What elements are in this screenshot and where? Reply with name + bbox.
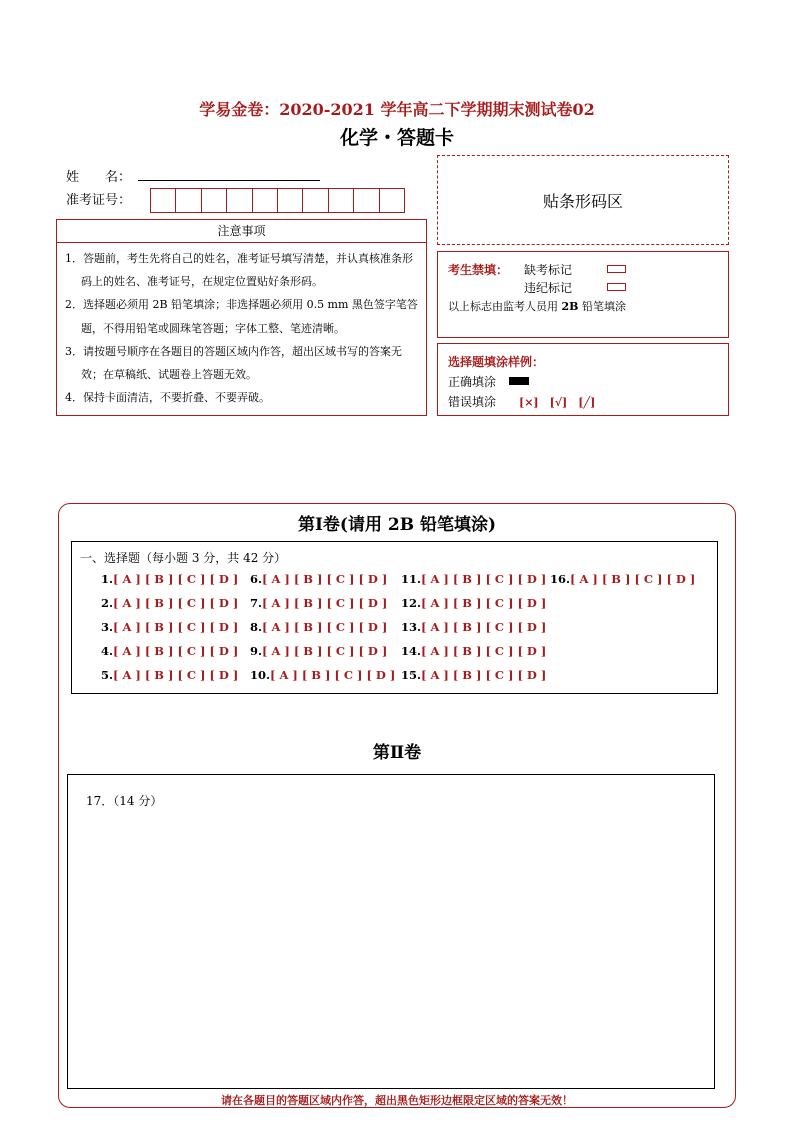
absent-mark-box[interactable] <box>607 265 626 273</box>
q17-answer-area[interactable] <box>67 774 715 1089</box>
mcq-question-6[interactable] <box>250 572 387 586</box>
answer-options[interactable]: [ A ] [ B ] [ C ] [ D ] <box>113 620 239 634</box>
mcq-question-10[interactable] <box>250 668 395 682</box>
question-number: 4. <box>101 644 114 658</box>
exam-id-boxes[interactable] <box>151 188 405 213</box>
answer-options[interactable]: [ A ] [ B ] [ C ] [ D ] <box>262 644 388 658</box>
violation-mark-label: 违纪标记 <box>524 281 573 295</box>
wrong-fill-label: 错误填涂 <box>448 395 497 409</box>
question-number: 15. <box>401 668 422 682</box>
answer-options[interactable]: [ A ] [ B ] [ C ] [ D ] <box>421 572 547 586</box>
forbidden-label: 考生禁填： <box>448 263 509 277</box>
question-number: 12. <box>401 596 422 610</box>
mcq-question-5[interactable] <box>101 668 238 682</box>
id-digit-box[interactable] <box>302 188 328 213</box>
answer-options[interactable]: [ A ] [ B ] [ C ] [ D ] <box>113 596 239 610</box>
fill-sample-box <box>437 343 729 416</box>
q17-label: 17．（14 分） <box>86 794 163 808</box>
mcq-question-14[interactable] <box>401 644 546 658</box>
answer-card-subtitle: 化学・答题卡 <box>339 127 454 149</box>
id-digit-box[interactable] <box>277 188 303 213</box>
mcq-question-8[interactable] <box>250 620 387 634</box>
part2-title: 第Ⅱ卷 <box>372 743 422 763</box>
id-digit-box[interactable] <box>328 188 354 213</box>
barcode-label: 贴条形码区 <box>542 191 623 211</box>
mcq-question-2[interactable] <box>101 596 238 610</box>
id-digit-box[interactable] <box>379 188 405 213</box>
answer-options[interactable]: [ A ] [ B ] [ C ] [ D ] <box>270 668 396 682</box>
notice-box <box>56 242 427 416</box>
mcq-question-3[interactable] <box>101 620 238 634</box>
proctor-note: 以上标志由监考人员用 2B 铅笔填涂 <box>448 300 626 313</box>
id-digit-box[interactable] <box>201 188 227 213</box>
footer-warning: 请在各题目的答题区域内作答，超出黑色矩形边框限定区域的答案无效！ <box>221 1094 573 1107</box>
sample-title: 选择题填涂样例： <box>448 355 545 369</box>
notice-item-4: 4．保持卡面清洁，不要折叠、不要弄破。 <box>65 391 270 405</box>
notice-item-2: 2．选择题必须用 2B 铅笔填涂；非选择题必须用 0.5 mm 黑色签字笔答题，不得用铅笔或圆珠笔答题；字体工整、笔迹清晰。 <box>65 298 418 335</box>
id-digit-box[interactable] <box>252 188 278 213</box>
question-number: 11. <box>401 572 422 586</box>
question-number: 10. <box>250 668 271 682</box>
answer-options[interactable]: [ A ] [ B ] [ C ] [ D ] <box>113 644 239 658</box>
id-digit-box[interactable] <box>353 188 379 213</box>
answer-options[interactable]: [ A ] [ B ] [ C ] [ D ] <box>421 596 547 610</box>
mcq-question-15[interactable] <box>401 668 546 682</box>
question-number: 5. <box>101 668 114 682</box>
notice-item-3: 3．请按题号顺序在各题目的答题区域内作答，超出区域书写的答案无效；在草稿纸、试题卷上答题无效。 <box>65 344 402 382</box>
mcq-question-1[interactable] <box>101 572 238 586</box>
proctor-only-box <box>437 251 729 338</box>
name-input-line[interactable] <box>138 180 320 181</box>
answer-options[interactable]: [ A ] [ B ] [ C ] [ D ] <box>421 668 547 682</box>
violation-mark-box[interactable] <box>607 283 626 291</box>
answer-options[interactable]: [ A ] [ B ] [ C ] [ D ] <box>570 572 696 586</box>
mcq-question-12[interactable] <box>401 596 546 610</box>
question-number: 16. <box>550 572 571 586</box>
name-label: 姓 名： <box>66 170 132 185</box>
exam-title: 学易金卷：2020-2021 学年高二下学期期末测试卷02 <box>199 100 595 119</box>
mcq-question-4[interactable] <box>101 644 238 658</box>
mcq-question-7[interactable] <box>250 596 387 610</box>
mcq-question-9[interactable] <box>250 644 387 658</box>
question-number: 3. <box>101 620 114 634</box>
id-digit-box[interactable] <box>150 188 176 213</box>
question-number: 9. <box>250 644 263 658</box>
question-number: 8. <box>250 620 263 634</box>
correct-fill-sample <box>509 377 529 385</box>
mcq-question-13[interactable] <box>401 620 546 634</box>
mcq-question-11[interactable] <box>401 572 546 586</box>
answer-options[interactable]: [ A ] [ B ] [ C ] [ D ] <box>262 572 388 586</box>
answer-options[interactable]: [ A ] [ B ] [ C ] [ D ] <box>113 572 239 586</box>
id-label: 准考证号： <box>66 193 132 208</box>
answer-options[interactable]: [ A ] [ B ] [ C ] [ D ] <box>262 620 388 634</box>
answer-options[interactable]: [ A ] [ B ] [ C ] [ D ] <box>421 620 547 634</box>
question-number: 6. <box>250 572 263 586</box>
question-number: 1. <box>101 572 114 586</box>
notice-title: 注意事项 <box>56 219 427 243</box>
question-number: 2. <box>101 596 114 610</box>
question-number: 7. <box>250 596 263 610</box>
part1-title: 第Ⅰ卷(请用 2B 铅笔填涂) <box>297 515 497 535</box>
answer-options[interactable]: [ A ] [ B ] [ C ] [ D ] <box>113 668 239 682</box>
wrong-fill-samples: [×] [√] [╱] <box>519 396 596 409</box>
notice-item-1: 1．答题前，考生先将自己的姓名，准考证号填写清楚，并认真核准条形码上的姓名、准考证号，在规定位置贴好条形码。 <box>65 252 413 289</box>
question-number: 13. <box>401 620 422 634</box>
correct-fill-label: 正确填涂 <box>448 375 497 389</box>
id-digit-box[interactable] <box>226 188 252 213</box>
mcq-question-16[interactable] <box>550 572 695 586</box>
mcq-header: 一、选择题（每小题 3 分，共 42 分） <box>80 551 287 565</box>
id-digit-box[interactable] <box>175 188 201 213</box>
answer-options[interactable]: [ A ] [ B ] [ C ] [ D ] <box>262 596 388 610</box>
answer-options[interactable]: [ A ] [ B ] [ C ] [ D ] <box>421 644 547 658</box>
question-number: 14. <box>401 644 422 658</box>
absent-mark-label: 缺考标记 <box>524 263 573 277</box>
barcode-area <box>437 155 729 245</box>
